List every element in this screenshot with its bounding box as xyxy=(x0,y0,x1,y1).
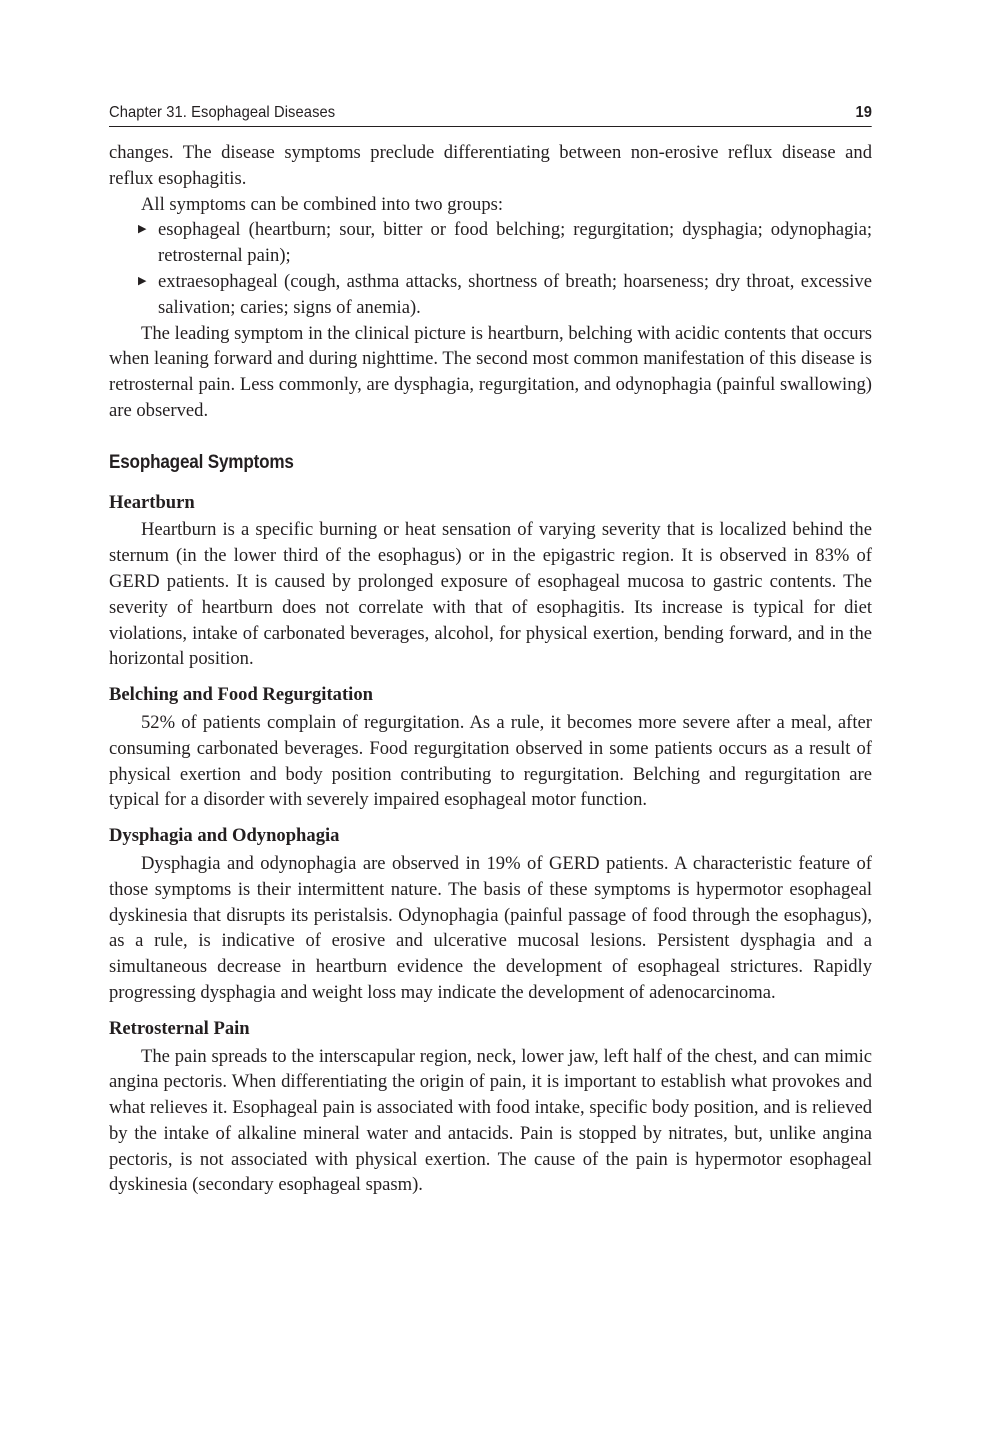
retrosternal-pain-paragraph: The pain spreads to the interscapular region, neck, lower jaw, left half of the chest, and can mimic angina pectoris. When differentiating the origin of pain, it is important to establish what provokes and what relieves it. Esophageal pain is associated with food intake, specific body position, and is relieved by the intake of alkaline mineral water and antacids. Pain is stopped by nitrates, but, unlike angina pectoris, is not associated with physical exertion. The cause of the pain is hypermotor esophageal dyskinesia (secondary esophageal spasm). xyxy=(109,1045,872,1196)
triangle-right-icon: ▶ xyxy=(138,223,147,236)
continuation-paragraph: changes. The disease symptoms preclude differentiating between non-erosive reflux disease and reflux esophagitis. xyxy=(109,142,872,189)
list-item xyxy=(138,269,872,321)
heartburn-paragraph: Heartburn is a specific burning or heat sensation of varying severity that is localized behind the sternum (in the lower third of the esophagus) or in the epigastric region. It is observed in 83% of GERD patients. It is caused by prolonged exposure of esophageal mucosa to gastric contents. The severity of heartburn does not correlate with that of esophagitis. Its increase is typical for diet violations, intake of carbonated beverages, alcohol, for physical exertion, bending forward, and in the horizontal position. xyxy=(109,519,872,670)
list-item-text: extraesophageal (cough, asthma attacks, shortness of breath; hoarseness; dry throat, excessive salivation; caries; signs of anemia). xyxy=(158,270,872,318)
section-heading: Esophageal Symptoms xyxy=(109,451,294,473)
subheading-belching: Belching and Food Regurgitation xyxy=(109,684,373,706)
belching-paragraph: 52% of patients complain of regurgitation. As a rule, it becomes more severe after a meal, after consuming carbonated beverages. Food regurgitation observed in some patients occurs as a result of physical exertion and body position contributing to regurgitation. Belching and regurgitation are typical for a disorder with severely impaired esophageal motor function. xyxy=(109,711,872,811)
list-item xyxy=(138,217,872,269)
subheading-heartburn: Heartburn xyxy=(109,491,195,513)
subheading-retrosternal-pain: Retrosternal Pain xyxy=(109,1017,250,1039)
triangle-right-icon: ▶ xyxy=(138,274,147,287)
running-head xyxy=(109,104,872,127)
subheading-dysphagia: Dysphagia and Odynophagia xyxy=(109,825,340,847)
symptom-group-list xyxy=(109,217,872,320)
list-item-text: esophageal (heartburn; sour, bitter or food belching; regurgitation; dysphagia; odynophagia; retrosternal pain); xyxy=(158,219,872,267)
dysphagia-paragraph: Dysphagia and odynophagia are observed in 19% of GERD patients. A characteristic feature of those symptoms is their intermittent nature. The basis of these symptoms is hypermotor esophageal dyskinesia that disrupts its peristalsis. Odynophagia (painful passage of food through the esophagus), as a rule, is indicative of erosive and ulcerative mucosal lesions. Persistent dysphagia and a simultaneous decrease in heartburn evidence the development of esophageal strictures. Rapidly progressing dysphagia and weight loss may indicate the development of adenocarcinoma. xyxy=(109,852,872,1003)
page-content xyxy=(109,140,872,1198)
leading-symptom-paragraph: The leading symptom in the clinical picture is heartburn, belching with acidic contents that occurs when leaning forward and during nighttime. The second most common manifestation of this disease is retrosternal pain. Less commonly, are dysphagia, regurgitation, and odynophagia (painful swallowing) are observed. xyxy=(109,322,872,421)
groups-lead-paragraph: All symptoms can be combined into two groups: xyxy=(141,193,504,215)
document-page xyxy=(109,104,872,1198)
chapter-title: Chapter 31. Esophageal Diseases xyxy=(109,104,336,121)
page-number: 19 xyxy=(855,104,873,121)
